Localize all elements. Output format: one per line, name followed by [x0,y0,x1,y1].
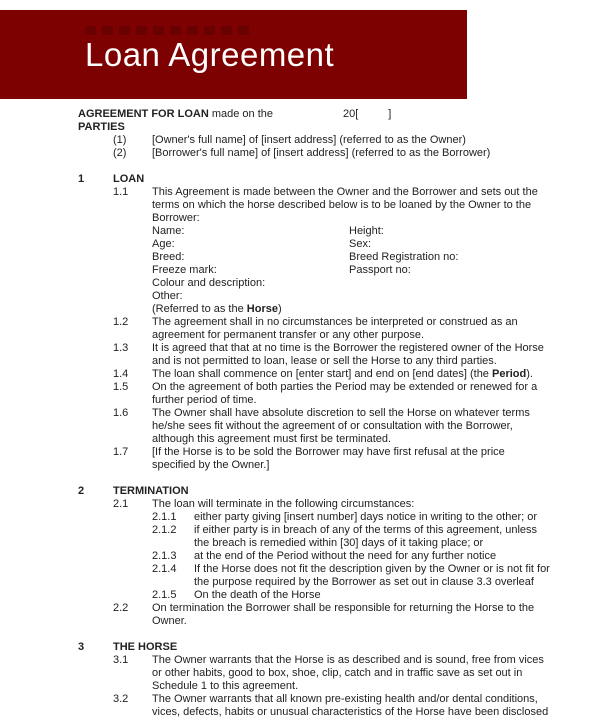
clause [152,563,601,589]
section-number: 3 [78,641,85,653]
text-segment: ). [526,368,533,380]
clause-number: 2.2 [113,602,129,614]
clause-number: 2.1.3 [152,550,177,562]
text-line [152,459,601,472]
text-line [152,212,601,225]
clause [152,524,601,550]
clause [113,446,601,472]
clause [113,342,601,368]
party-number: (1) [113,134,127,146]
date-placeholder-close: ] [388,108,392,120]
horse-detail-row [152,225,601,238]
clause [113,654,601,693]
detail-label-right: Breed Registration no: [349,251,459,263]
detail-label-right: Height: [349,225,384,237]
clause-number: 1.1 [113,186,129,198]
text-line [152,446,601,459]
horse-detail-row [152,251,601,264]
text-line [194,589,601,602]
text-segment: either party giving [insert number] days notice in writing to the other; or [194,511,538,523]
text-segment: If the Horse does not fit the description given by the Owner or is not fit for [194,563,550,575]
opening-phrase-rest: made on the [208,108,273,120]
text-segment: The Owner warrants that all known pre-existing health and/or dental conditions, [152,693,538,705]
horse-detail-row [152,264,601,277]
text-segment: Owner. [152,615,187,627]
clause-text [152,602,601,628]
clause-number: 2.1.1 [152,511,177,523]
text-segment: at the end of the Period without the need for any further notice [194,550,497,562]
clause-text [152,316,601,342]
text-line [152,602,601,615]
text-line [152,407,601,420]
clause-text [152,446,601,472]
section-number: 2 [78,485,85,497]
clause-text [194,511,601,524]
text-segment: he/she sees fit without the agreement of or consultation with the Borrower, [152,420,513,432]
clause-text [194,524,601,550]
text-segment: Schedule 1 to this agreement. [152,680,299,692]
clause-number: 3.2 [113,693,129,705]
date-placeholder-open: 20[ [343,108,359,120]
text-segment: On the agreement of both parties the Period may be extended or renewed for a [152,381,538,393]
text-line [152,693,601,706]
text-line [152,394,601,407]
text-segment: and is not permitted to loan, lease or sell the Horse to any third parties. [152,355,497,367]
text-line [194,550,601,563]
document-body [0,99,601,719]
clause-text [194,563,601,589]
text-segment: terms on which the horse described below is to be loaned by the Owner to the [152,199,532,211]
text-segment: The Owner shall have absolute discretion to sell the Horse on whatever terms [152,407,530,419]
title-banner [0,10,467,99]
clause-number: 1.5 [113,381,129,393]
section-title: TERMINATION [113,485,189,497]
text-line [194,576,601,589]
text-segment: agreement for permanent transfer or any other purpose. [152,329,425,341]
clause [113,368,601,381]
text-line [152,498,601,511]
parties-list [78,134,601,160]
section-title: LOAN [113,173,145,185]
text-line [152,433,601,446]
text-segment: specified by the Owner.] [152,459,270,471]
text-segment: This Agreement is made between the Owner and the Borrower and sets out the [152,186,538,198]
detail-label-right: Sex: [349,238,372,250]
text-line [152,381,601,394]
clause [113,407,601,446]
text-line [152,303,601,316]
clause [113,381,601,407]
opening-phrase-bold: AGREEMENT FOR LOAN [78,108,209,120]
clause-text [194,550,601,563]
text-segment: On the death of the Horse [194,589,321,601]
clause [152,589,601,602]
section-heading [78,641,601,654]
horse-detail-row [152,277,601,290]
clause-number: 2.1.4 [152,563,177,575]
clause-text [152,186,601,316]
text-line [152,368,601,381]
text-segment: ) [277,303,282,315]
text-segment: further period of time. [152,394,257,406]
horse-detail-row [152,238,601,251]
bold-term: Horse [246,303,278,315]
horse-detail-row [152,290,601,303]
banner-watermark-artifact [85,26,255,35]
detail-label-left: Name: [152,225,185,237]
text-segment: The agreement shall in no circumstances be interpreted or construed as an [152,316,518,328]
clause-number: 3.1 [113,654,129,666]
text-line [152,420,601,433]
clause [113,316,601,342]
clause [113,498,601,511]
clause-number: 1.4 [113,368,129,380]
text-line [152,316,601,329]
section-number: 1 [78,173,85,185]
text-segment: The loan shall commence on [enter start] and end on [end dates] (the [152,368,492,380]
text-line [194,537,601,550]
detail-label-left: Breed: [152,251,185,263]
party-text: [Borrower's full name] of [insert address] (referred to as the Borrower) [152,147,491,159]
detail-label-left: Age: [152,238,175,250]
clause-number: 1.6 [113,407,129,419]
text-segment: the purpose required by the Borrower as set out in clause 3.3 overleaf [194,576,534,588]
clause-text [194,589,601,602]
section [78,641,601,719]
party-row [113,147,601,160]
text-segment: if either party is in breach of any of the terms of this agreement, unless [194,524,538,536]
clause-text [152,368,601,381]
text-segment: Borrower: [152,212,200,224]
party-row [113,134,601,147]
clause-number: 1.3 [113,342,129,354]
parties-heading: PARTIES [78,121,125,133]
clause-text [152,407,601,446]
clause-text [152,498,601,511]
text-segment: It is agreed that that at no time is the Borrower the registered owner of the Horse [152,342,544,354]
text-line [152,654,601,667]
section [78,173,601,472]
text-segment: The Owner warrants that the Horse is as described and is sound, free from vices [152,654,544,666]
clause [113,693,601,719]
detail-label-left: Colour and description: [152,277,266,289]
clause-text [152,654,601,693]
section-heading [78,485,601,498]
detail-label-left: Freeze mark: [152,264,217,276]
text-segment: the breach is remedied within [30] days of it taking place; or [194,537,484,549]
clause [152,511,601,524]
text-line [194,511,601,524]
detail-label-right: Passport no: [349,264,411,276]
clause-number: 2.1.5 [152,589,177,601]
opening-line [78,108,601,121]
section-heading [78,173,601,186]
text-line [152,667,601,680]
text-segment: or other habits, good to box, shoe, clip, catch and in traffic save as set out in [152,667,523,679]
text-segment: (Referred to as the [152,303,247,315]
text-segment: vices, defects, habits or unusual characteristics of the Horse have been disclosed [152,706,549,718]
party-number: (2) [113,147,127,159]
text-line [152,615,601,628]
clause-text [152,693,601,719]
text-line [152,706,601,719]
sections-container [78,173,601,719]
text-segment: The loan will terminate in the following circumstances: [152,498,415,510]
text-segment: although this agreement must first be terminated. [152,433,392,445]
bold-term: Period [492,368,527,380]
document-title: Loan Agreement [85,35,335,73]
text-line [194,563,601,576]
clause-number: 2.1 [113,498,129,510]
text-line [152,680,601,693]
text-line [152,199,601,212]
section-title: THE HORSE [113,641,178,653]
clause [113,602,601,628]
text-line [152,329,601,342]
clause [152,550,601,563]
detail-label-left: Other: [152,290,183,302]
clause-number: 1.2 [113,316,129,328]
clause [113,186,601,316]
text-segment: On termination the Borrower shall be responsible for returning the Horse to the [152,602,535,614]
clause-number: 2.1.2 [152,524,177,536]
clause-text [152,342,601,368]
text-line [152,355,601,368]
text-line [194,524,601,537]
text-line [152,186,601,199]
party-text: [Owner's full name] of [insert address] (referred to as the Owner) [152,134,466,146]
section [78,485,601,628]
clause-number: 1.7 [113,446,129,458]
text-segment: [If the Horse is to be sold the Borrower may have first refusal at the price [152,446,505,458]
text-line [152,342,601,355]
clause-text [152,381,601,407]
